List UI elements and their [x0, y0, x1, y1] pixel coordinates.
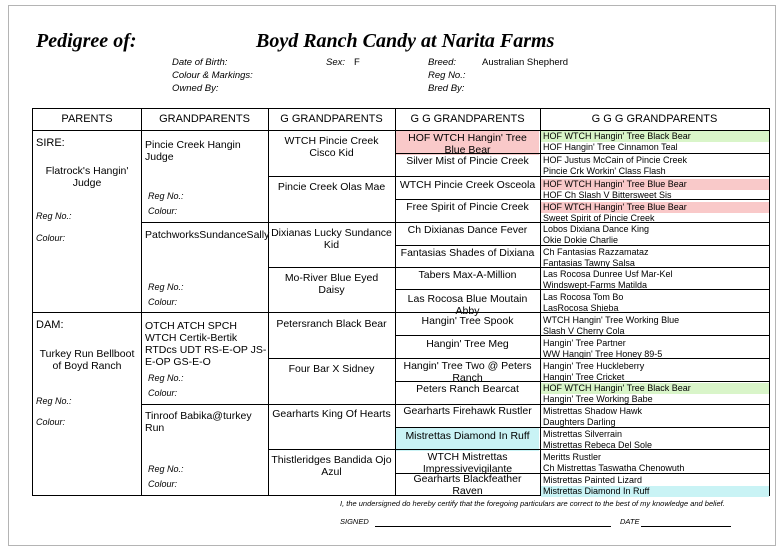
date-label: DATE	[620, 517, 640, 526]
breed-value: Australian Shepherd	[482, 57, 569, 68]
certification-text: I, the undersigned do hereby certify that the foregoing particulars are correct to the best of my knowledge and belief.	[340, 499, 725, 508]
g-grandparent-6: Four Bar X Sidney	[288, 363, 375, 375]
gp1-reg-no-label: Reg No.:	[148, 191, 184, 201]
ggg-grandparent-19: Hangin' Tree Partner	[543, 338, 626, 348]
ggg-grandparent-14: Windswept-Farms Matilda	[543, 280, 648, 290]
dog-name-title: Boyd Ranch Candy at Narita Farms	[256, 30, 555, 52]
gg-grandparent-6: Fantasias Shades of Dixiana	[400, 247, 535, 259]
sex-label: Sex:	[326, 57, 346, 68]
dam-label: DAM:	[36, 319, 64, 331]
grandparent-3: OTCH ATCH SPCH WTCH Certik-Bertik RTDcs UDT RS-E-OP JS-E-OP GS-E-O	[145, 320, 267, 368]
gp1-colour-label: Colour:	[148, 206, 178, 216]
gg-grandparent-15: WTCH Mistrettas Impressivevigilante	[422, 451, 513, 475]
gg-grandparent-4: Free Spirit of Pincie Creek	[406, 201, 529, 213]
gp2-reg-no-label: Reg No.:	[148, 282, 184, 292]
breed-label: Breed:	[428, 57, 456, 68]
grandparent-1: Pincie Creek Hangin Judge	[145, 139, 241, 163]
g-grandparent-4: Mo-River Blue Eyed Daisy	[284, 272, 379, 296]
ggg-grandparent-6: HOF Ch Slash V Bittersweet Sis	[543, 190, 672, 200]
bred-by-label: Bred By:	[428, 83, 465, 94]
gg-grandparent-7: Tabers Max-A-Million	[418, 269, 517, 281]
g-grandparent-2: Pincie Creek Olas Mae	[277, 181, 386, 193]
ggg-grandparent-27: Mistrettas Silverrain	[543, 429, 623, 439]
owned-by-label: Owned By:	[172, 83, 219, 94]
ggg-grandparent-16: LasRocosa Shieba	[543, 303, 619, 313]
ggg-grandparent-25: Mistrettas Shadow Hawk	[543, 406, 643, 416]
ggg-grandparent-12: Fantasias Tawny Salsa	[543, 258, 635, 268]
gg-grandparent-13: Gearharts Firehawk Rustler	[403, 405, 532, 417]
sire-reg-no-label: Reg No.:	[36, 211, 72, 221]
ggg-grandparent-3: HOF Justus McCain of Pincie Creek	[543, 155, 688, 165]
ggg-grandparent-22: Hangin' Tree Cricket	[543, 372, 625, 382]
ggg-grandparent-11: Ch Fantasias Razzamataz	[543, 247, 649, 257]
ggg-grandparent-28: Mistrettas Rebeca Del Sole	[543, 440, 653, 450]
ggg-grandparent-8: Sweet Spirit of Pincie Creek	[543, 213, 655, 223]
ggg-grandparent-10: Okie Dokie Charlie	[543, 235, 619, 245]
g-grandparent-1: WTCH Pincie Creek Cisco Kid	[284, 135, 379, 159]
ggg-grandparent-15: Las Rocosa Tom Bo	[543, 292, 624, 302]
gg-grandparent-2: Silver Mist of Pincie Creek	[406, 155, 529, 167]
ggg-grandparent-9: Lobos Dixiana Dance King	[543, 224, 650, 234]
gg-grandparent-5: Ch Dixianas Dance Fever	[407, 224, 528, 236]
col-header-ggg-grandparents: G G G GRANDPARENTS	[591, 113, 718, 125]
sex-value: F	[354, 57, 360, 68]
reg-no-label: Reg No.:	[428, 70, 466, 81]
gg-grandparent-11: Hangin' Tree Two @ Peters Ranch	[403, 360, 532, 384]
ggg-grandparent-5: HOF WTCH Hangin' Tree Blue Bear	[543, 179, 687, 189]
dam-name: Turkey Run Bellboot of Boyd Ranch	[39, 348, 135, 372]
gg-grandparent-1: HOF WTCH Hangin' Tree Blue Bear	[408, 132, 527, 156]
g-grandparent-3: Dixianas Lucky Sundance Kid	[271, 227, 392, 251]
pedigree-of-label: Pedigree of:	[36, 30, 137, 52]
gg-grandparent-3: WTCH Pincie Creek Osceola	[399, 179, 536, 191]
date-line[interactable]	[641, 526, 731, 527]
grandparent-2: PatchworksSundanceSally	[145, 229, 270, 241]
ggg-grandparent-18: Slash V Cherry Cola	[543, 326, 625, 336]
dam-reg-no-label: Reg No.:	[36, 396, 72, 406]
ggg-grandparent-24: Hangin' Tree Working Babe	[543, 394, 653, 404]
ggg-grandparent-31: Mistrettas Painted Lizard	[543, 475, 643, 485]
gp4-colour-label: Colour:	[148, 479, 178, 489]
signature-line[interactable]	[375, 526, 611, 527]
sire-label: SIRE:	[36, 137, 65, 149]
gg-grandparent-12: Peters Ranch Bearcat	[416, 383, 519, 395]
gg-grandparent-9: Hangin' Tree Spook	[421, 315, 514, 327]
ggg-grandparent-32: Mistrettas Diamond In Ruff	[543, 486, 650, 496]
dam-colour-label: Colour:	[36, 417, 66, 427]
ggg-grandparent-21: Hangin' Tree Huckleberry	[543, 361, 645, 371]
signed-label: SIGNED	[340, 517, 369, 526]
col-header-gg-grandparents: G G GRANDPARENTS	[410, 113, 525, 125]
ggg-grandparent-1: HOF WTCH Hangin' Tree Black Bear	[543, 131, 691, 141]
gp3-reg-no-label: Reg No.:	[148, 373, 184, 383]
gp3-colour-label: Colour:	[148, 388, 178, 398]
g-grandparent-5: Petersranch Black Bear	[276, 318, 387, 330]
col-header-parents: PARENTS	[61, 113, 113, 125]
ggg-grandparent-17: WTCH Hangin' Tree Working Blue	[543, 315, 680, 325]
gg-grandparent-14: Mistrettas Diamond In Ruff	[405, 430, 530, 442]
g-grandparent-8: Thistleridges Bandida Ojo Azul	[271, 454, 392, 478]
ggg-grandparent-29: Meritts Rustler	[543, 452, 602, 462]
ggg-grandparent-13: Las Rocosa Dunree Usf Mar-Kel	[543, 269, 673, 279]
gp4-reg-no-label: Reg No.:	[148, 464, 184, 474]
pedigree-table	[32, 108, 770, 496]
ggg-grandparent-20: WW Hangin' Tree Honey 89-5	[543, 349, 663, 359]
colour-markings-label: Colour & Markings:	[172, 70, 253, 81]
ggg-grandparent-23: HOF WTCH Hangin' Tree Black Bear	[543, 383, 691, 393]
col-header-grandparents: GRANDPARENTS	[159, 113, 250, 125]
col-header-g-grandparents: G GRANDPARENTS	[280, 113, 383, 125]
ggg-grandparent-26: Daughters Darling	[543, 417, 616, 427]
sire-name: Flatrock's Hangin' Judge	[45, 165, 129, 189]
gg-grandparent-8: Las Rocosa Blue Moutain Abby	[407, 293, 528, 317]
ggg-grandparent-7: HOF WTCH Hangin' Tree Blue Bear	[543, 202, 687, 212]
gp2-colour-label: Colour:	[148, 297, 178, 307]
sire-colour-label: Colour:	[36, 233, 66, 243]
g-grandparent-7: Gearharts King Of Hearts	[272, 408, 391, 420]
gg-grandparent-10: Hangin' Tree Meg	[426, 338, 509, 350]
grandparent-4: Tinroof Babika@turkey Run	[145, 410, 252, 434]
ggg-grandparent-2: HOF Hangin' Tree Cinnamon Teal	[543, 142, 678, 152]
dob-label: Date of Birth:	[172, 57, 228, 68]
gg-grandparent-16: Gearharts Blackfeather Raven	[413, 473, 522, 497]
ggg-grandparent-30: Ch Mistrettas Taswatha Chenowuth	[543, 463, 685, 473]
ggg-grandparent-4: Pincie Crk Workin' Class Flash	[543, 166, 666, 176]
